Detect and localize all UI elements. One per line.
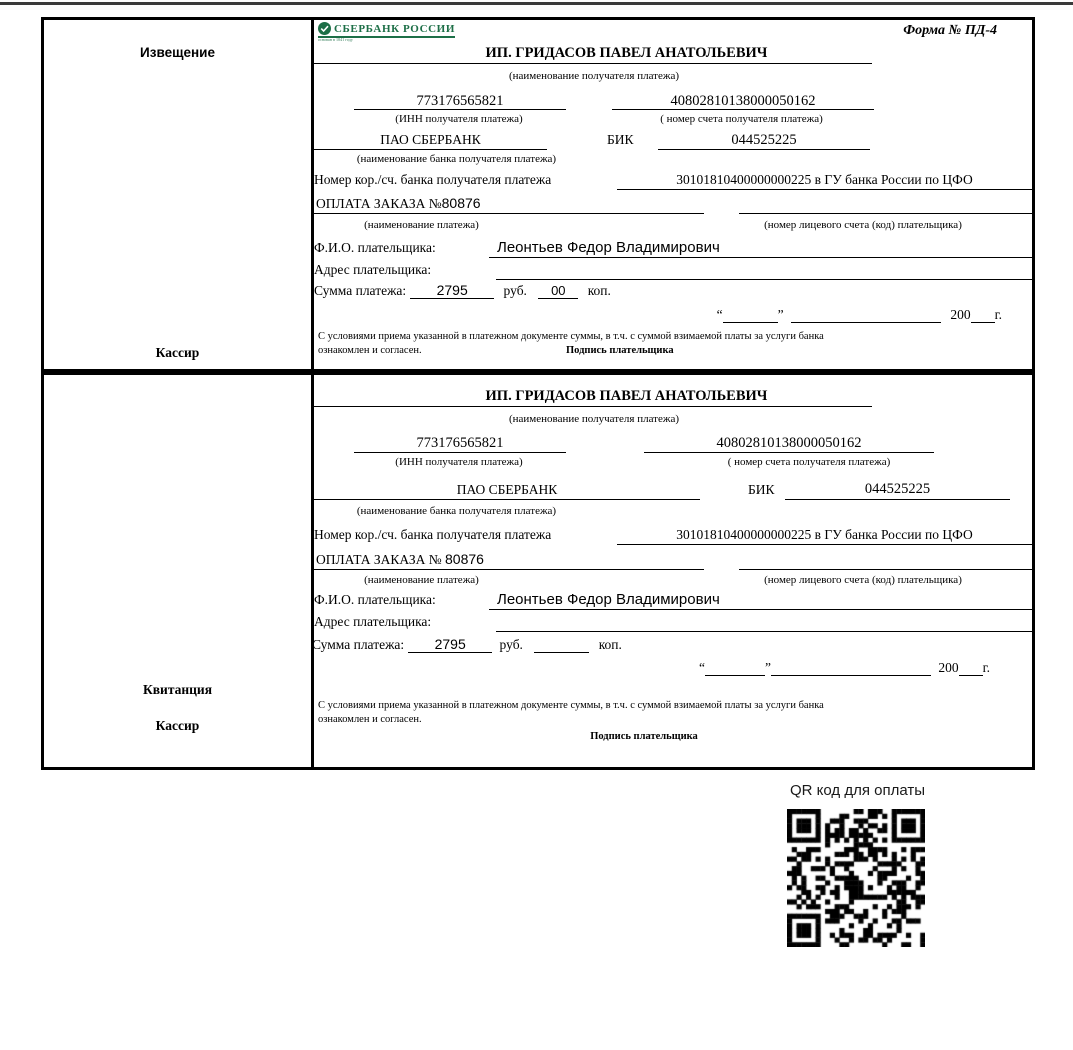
sum-label: Сумма платежа: bbox=[314, 283, 407, 298]
payment-name-field bbox=[314, 549, 704, 570]
sberbank-coin-icon bbox=[318, 22, 331, 35]
inn-caption: (ИНН получателя платежа) bbox=[395, 456, 523, 468]
payment-name-label: ОПЛАТА ЗАКАЗА № bbox=[316, 196, 442, 211]
date-month-blank bbox=[771, 661, 931, 676]
payment-name-caption: (наименование платежа) bbox=[364, 219, 479, 231]
cashier-label: Кассир bbox=[155, 345, 200, 360]
inn-value-field: 773176565821 bbox=[354, 92, 566, 110]
personal-account-caption: (номер лицевого счета (код) плательщика) bbox=[764, 219, 962, 231]
quote-open: “ bbox=[716, 307, 723, 322]
notice-form bbox=[314, 20, 1032, 369]
payment-sum-row bbox=[314, 282, 611, 299]
receipt-label: Квитанция bbox=[142, 682, 213, 697]
rub-label: руб. bbox=[503, 283, 527, 298]
payment-name-field bbox=[314, 193, 704, 214]
payer-address-label: Адрес плательщика: bbox=[314, 262, 432, 277]
personal-account-blank-field bbox=[739, 549, 1032, 570]
payer-name-label: Ф.И.О. плательщика: bbox=[314, 240, 436, 255]
sum-kop-field bbox=[534, 638, 589, 653]
payment-name-label: ОПЛАТА ЗАКАЗА № bbox=[316, 552, 445, 567]
account-value-field: 40802810138000050162 bbox=[612, 92, 874, 110]
account-value-field: 40802810138000050162 bbox=[644, 433, 934, 453]
year-blank bbox=[959, 661, 983, 676]
order-number: 80876 bbox=[445, 551, 484, 567]
notice-section bbox=[41, 17, 1035, 372]
terms-line-2: ознакомлен и согласен. bbox=[318, 714, 422, 725]
cashier-label: Кассир bbox=[155, 718, 200, 733]
payer-name-field: Леонтьев Федор Владимирович bbox=[489, 590, 1032, 610]
sum-label: Сумма платежа: bbox=[312, 637, 405, 652]
recipient-name: ИП. ГРИДАСОВ ПАВЕЛ АНАТОЛЬЕВИЧ bbox=[485, 45, 768, 61]
qr-code bbox=[787, 809, 925, 947]
form-number-label: Форма № ПД-4 bbox=[903, 23, 997, 38]
payer-signature-label: Подпись плательщика bbox=[566, 345, 674, 356]
receipt-left-column bbox=[44, 375, 314, 767]
payer-name-label: Ф.И.О. плательщика: bbox=[314, 592, 436, 607]
quote-close: ” bbox=[764, 660, 771, 675]
date-month-blank bbox=[791, 308, 941, 323]
receipt-section bbox=[41, 372, 1035, 770]
receipt-form bbox=[314, 375, 1032, 767]
recipient-caption: (наименование получателя платежа) bbox=[508, 70, 680, 82]
personal-account-caption: (номер лицевого счета (код) плательщика) bbox=[764, 574, 962, 586]
terms-line-1: С условиями приема указанной в платежном документе суммы, в т.ч. с суммой взимаемой платы за услуги банка bbox=[318, 700, 824, 711]
terms-line-1: С условиями приема указанной в платежном документе суммы, в т.ч. с суммой взимаемой платы за услуги банка bbox=[318, 331, 824, 342]
quote-open: “ bbox=[698, 660, 705, 675]
quote-close: ” bbox=[777, 307, 784, 322]
bank-caption: (наименование банка получателя платежа) bbox=[356, 153, 557, 165]
year-suffix: г. bbox=[982, 660, 990, 675]
year-blank bbox=[971, 308, 995, 323]
payer-address-label: Адрес плательщика: bbox=[314, 614, 432, 629]
kop-label: коп. bbox=[598, 637, 622, 652]
payer-address-blank-field bbox=[496, 260, 1032, 280]
bik-value-field: 044525225 bbox=[785, 479, 1010, 500]
payer-signature-label: Подпись плательщика bbox=[590, 731, 698, 742]
account-caption: ( номер счета получателя платежа) bbox=[660, 113, 823, 125]
year-prefix: 200 bbox=[950, 307, 971, 322]
recipient-name: ИП. ГРИДАСОВ ПАВЕЛ АНАТОЛЬЕВИЧ bbox=[485, 388, 768, 404]
sberbank-logo bbox=[318, 22, 455, 47]
sum-rub-field: 2795 bbox=[408, 636, 492, 653]
bik-label: БИК bbox=[748, 482, 775, 497]
payer-name-field: Леонтьев Федор Владимирович bbox=[489, 238, 1032, 258]
recipient-underline bbox=[314, 46, 872, 64]
year-prefix: 200 bbox=[938, 660, 959, 675]
recipient-caption: (наименование получателя платежа) bbox=[508, 413, 680, 425]
order-number: 80876 bbox=[441, 195, 481, 211]
window-top-rule bbox=[0, 2, 1073, 5]
bank-caption: (наименование банка получателя платежа) bbox=[356, 505, 557, 517]
bik-label: БИК bbox=[607, 132, 634, 147]
rub-label: руб. bbox=[499, 637, 523, 652]
corr-account-label: Номер кор./сч. банка получателя платежа bbox=[314, 527, 552, 542]
sberbank-logo-text: СБЕРБАНК РОССИИ bbox=[334, 22, 455, 35]
notice-left-column bbox=[44, 20, 314, 369]
sum-kop-field: 00 bbox=[538, 283, 578, 299]
payer-address-blank-field bbox=[496, 612, 1032, 632]
qr-code-label: QR код для оплаты bbox=[789, 782, 925, 799]
corr-account-field: 30101810400000000225 в ГУ банка России по ЦФО bbox=[617, 525, 1032, 545]
kop-label: коп. bbox=[587, 283, 611, 298]
date-day-blank bbox=[723, 308, 778, 323]
payment-name-caption: (наименование платежа) bbox=[364, 574, 479, 586]
recipient-underline bbox=[314, 389, 872, 407]
year-suffix: г. bbox=[994, 307, 1002, 322]
bank-name-field: ПАО СБЕРБАНК bbox=[314, 130, 547, 150]
account-caption: ( номер счета получателя платежа) bbox=[727, 456, 891, 468]
date-row bbox=[717, 307, 1002, 323]
date-row bbox=[699, 660, 990, 676]
terms-line-2: ознакомлен и согласен. bbox=[318, 345, 422, 356]
personal-account-blank-field bbox=[739, 193, 1032, 214]
bik-value-field: 044525225 bbox=[658, 130, 870, 150]
inn-value-field: 773176565821 bbox=[354, 433, 566, 453]
sum-rub-field: 2795 bbox=[410, 282, 494, 299]
date-day-blank bbox=[705, 661, 765, 676]
corr-account-field: 30101810400000000225 в ГУ банка России по ЦФО bbox=[617, 170, 1032, 190]
inn-caption: (ИНН получателя платежа) bbox=[395, 113, 523, 125]
notice-label: Извещение bbox=[140, 45, 215, 60]
payment-sum-row bbox=[312, 636, 622, 653]
sberbank-logo-tagline: основан в 1841 году bbox=[318, 38, 353, 43]
bank-name-field: ПАО СБЕРБАНК bbox=[314, 479, 700, 500]
corr-account-label: Номер кор./сч. банка получателя платежа bbox=[314, 172, 552, 187]
